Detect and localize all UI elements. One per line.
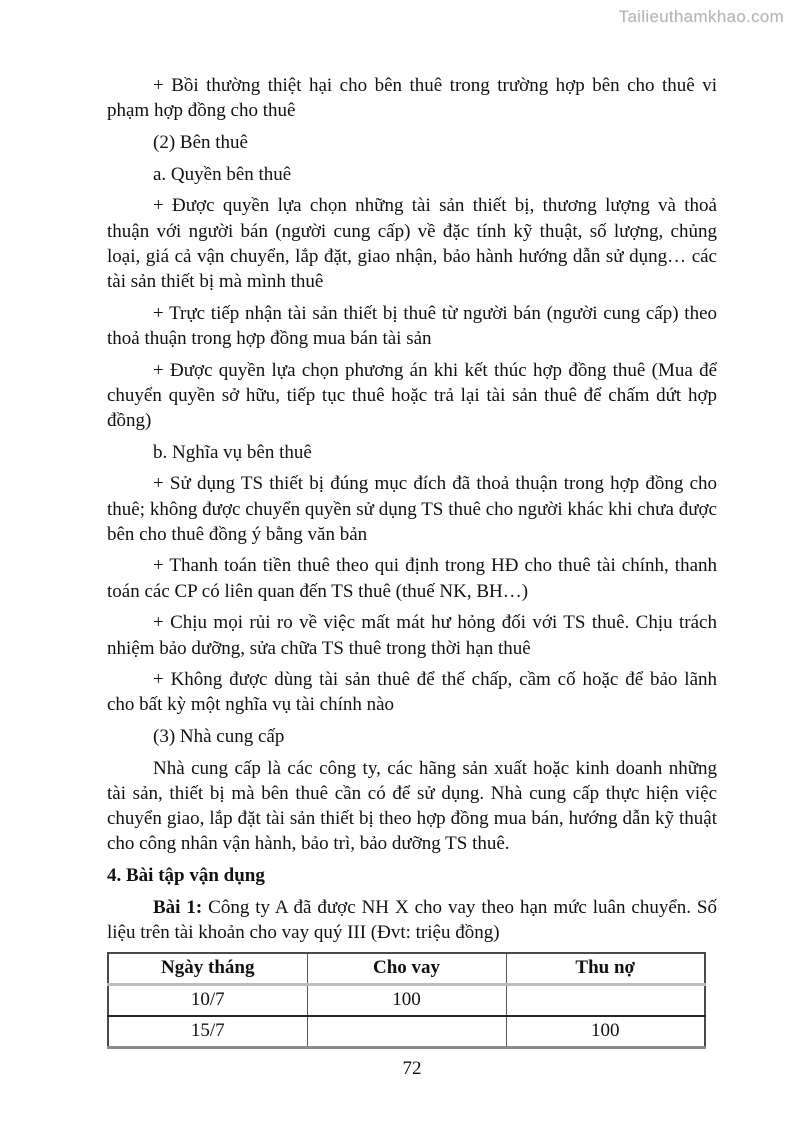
- paragraph: + Chịu mọi rủi ro về việc mất mát hư hỏng đối với TS thuê. Chịu trách nhiệm bảo dưỡng, sửa chữa TS thuê trong thời hạn thuê: [107, 612, 717, 659]
- table-body: [108, 984, 705, 1047]
- watermark-text: Tailieuthamkhao.com: [618, 7, 784, 26]
- table-column-header: Ngày tháng: [108, 953, 307, 985]
- table-cell: [307, 1016, 506, 1048]
- table-header-row: [108, 953, 705, 985]
- paragraph: a. Quyền bên thuê: [153, 163, 292, 185]
- table-cell: [506, 984, 705, 1016]
- paragraph: + Không được dùng tài sản thuê để thế chấp, cầm cố hoặc để bảo lãnh cho bất kỳ một nghĩa vụ tài chính nào: [107, 669, 717, 716]
- paragraph: (3) Nhà cung cấp: [153, 726, 285, 748]
- paragraph: + Được quyền lựa chọn những tài sản thiết bị, thương lượng và thoả thuận với người bán (người cung cấp) về đặc tính kỹ thuật, số lượng, chủng loại, giá cả vận chuyển, lắp đặt, giao nhận, bảo hành hướng dẫn sử dụng… các tài sản thiết bị mà mình thuê: [107, 195, 717, 292]
- paragraph: b. Nghĩa vụ bên thuê: [153, 441, 312, 463]
- table-row: [108, 984, 705, 1016]
- paragraph: + Thanh toán tiền thuê theo qui định trong HĐ cho thuê tài chính, thanh toán các CP có liên quan đến TS thuê (thuế NK, BH…): [107, 555, 717, 602]
- paragraph: + Trực tiếp nhận tài sản thiết bị thuê từ người bán (người cung cấp) theo thoả thuận trong hợp đồng mua bán tài sản: [107, 302, 717, 349]
- loan-account-table: [107, 952, 706, 1049]
- table-row: [108, 1016, 705, 1048]
- paragraph: + Được quyền lựa chọn phương án khi kết thúc hợp đồng thuê (Mua để chuyển quyền sở hữu, tiếp tục thuê hoặc trả lại tài sản thuê để chấm dứt hợp đồng): [107, 359, 717, 431]
- page-number: 72: [402, 1057, 422, 1079]
- page-content: [107, 73, 717, 1080]
- table-cell: 10/7: [108, 984, 307, 1016]
- paragraph-bold-lead: Bài 1:: [153, 896, 203, 918]
- paragraph: + Sử dụng TS thiết bị đúng mục đích đã thoả thuận trong hợp đồng cho thuê; không được chuyển quyền sử dụng TS thuê cho người khác khi chưa được bên cho thuê đồng ý bằng văn bản: [107, 473, 717, 545]
- paragraph: + Bồi thường thiệt hại cho bên thuê trong trường hợp bên cho thuê vi phạm hợp đồng cho thuê: [107, 75, 717, 122]
- table-column-header: Thu nợ: [506, 953, 705, 985]
- table-cell: 100: [506, 1016, 705, 1048]
- table-header: [108, 953, 705, 985]
- table-cell: 100: [307, 984, 506, 1016]
- table-column-header: Cho vay: [307, 953, 506, 985]
- table-cell: 15/7: [108, 1016, 307, 1048]
- paragraph: Bài 1: Công ty A đã được NH X cho vay theo hạn mức luân chuyển. Số liệu trên tài khoản cho vay quý III (Đvt: triệu đồng): [107, 896, 718, 944]
- paragraph: (2) Bên thuê: [153, 131, 248, 153]
- section-heading: 4. Bài tập vận dụng: [107, 865, 265, 887]
- paragraph: Nhà cung cấp là các công ty, các hãng sản xuất hoặc kinh doanh những tài sản, thiết bị mà bên thuê cần có để sử dụng. Nhà cung cấp thực hiện việc chuyển giao, lắp đặt tài sản thiết bị theo hợp đồng mua bán, hướng dẫn kỹ thuật cho công nhân vận hành, bảo trì, bảo dưỡng TS thuê.: [107, 757, 717, 855]
- text-blocks: [107, 73, 717, 945]
